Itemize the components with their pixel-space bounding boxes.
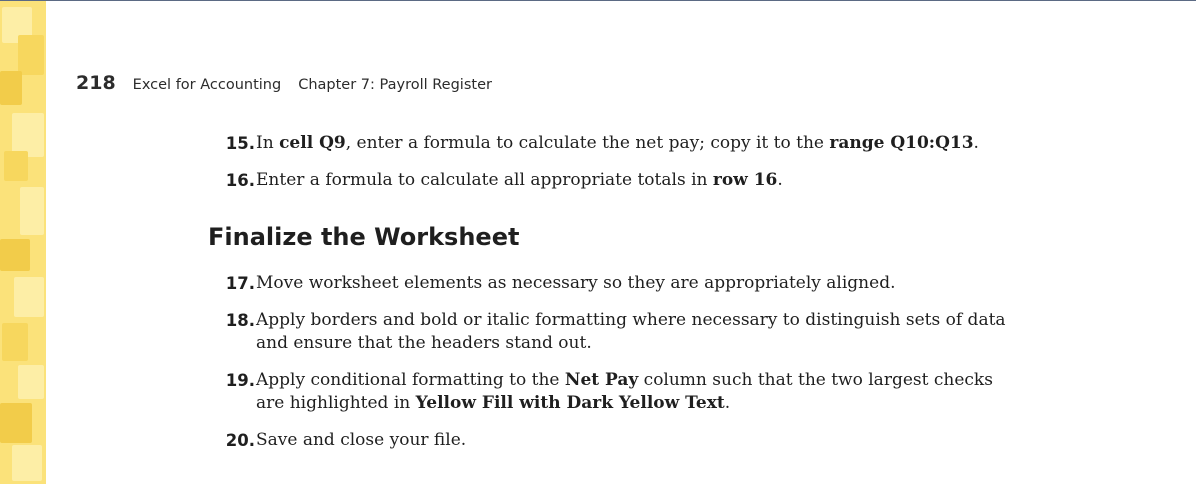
step-text: Move worksheet elements as necessary so they are appropriately aligned. bbox=[256, 273, 896, 293]
book-title: Excel for Accounting bbox=[132, 77, 282, 93]
step-number: 18. bbox=[225, 311, 255, 330]
step-number: 16. bbox=[225, 171, 255, 190]
running-header bbox=[76, 72, 492, 96]
step-text: Apply borders and bold or italic formatting where necessary to distinguish sets of data and ensure that the headers stand out. bbox=[256, 310, 1006, 353]
chapter-title: Chapter 7: Payroll Register bbox=[298, 77, 492, 93]
step-number: 15. bbox=[225, 134, 255, 153]
list-item bbox=[210, 369, 1026, 415]
list-item bbox=[210, 132, 1026, 155]
top-rule bbox=[0, 0, 1196, 1]
step-text: Save and close your file. bbox=[256, 430, 467, 450]
step-text: In cell Q9, enter a formula to calculate the net pay; copy it to the range Q10:Q13. bbox=[256, 133, 979, 153]
decorative-side-strip bbox=[0, 1, 46, 484]
steps-list-after bbox=[210, 272, 1026, 466]
page-number: 218 bbox=[76, 72, 116, 94]
step-text: Apply conditional formatting to the Net Pay column such that the two largest checks are highlighted in Yellow Fill with Dark Yellow Text. bbox=[256, 370, 993, 413]
list-item bbox=[210, 169, 1026, 192]
step-text: Enter a formula to calculate all appropriate totals in row 16. bbox=[256, 170, 783, 190]
section-heading: Finalize the Worksheet bbox=[208, 223, 520, 251]
list-item bbox=[210, 272, 1026, 295]
list-item bbox=[210, 309, 1026, 355]
list-item bbox=[210, 429, 1026, 452]
step-number: 17. bbox=[225, 274, 255, 293]
step-number: 20. bbox=[225, 431, 255, 450]
step-number: 19. bbox=[225, 371, 255, 390]
steps-list-before bbox=[210, 132, 1026, 206]
